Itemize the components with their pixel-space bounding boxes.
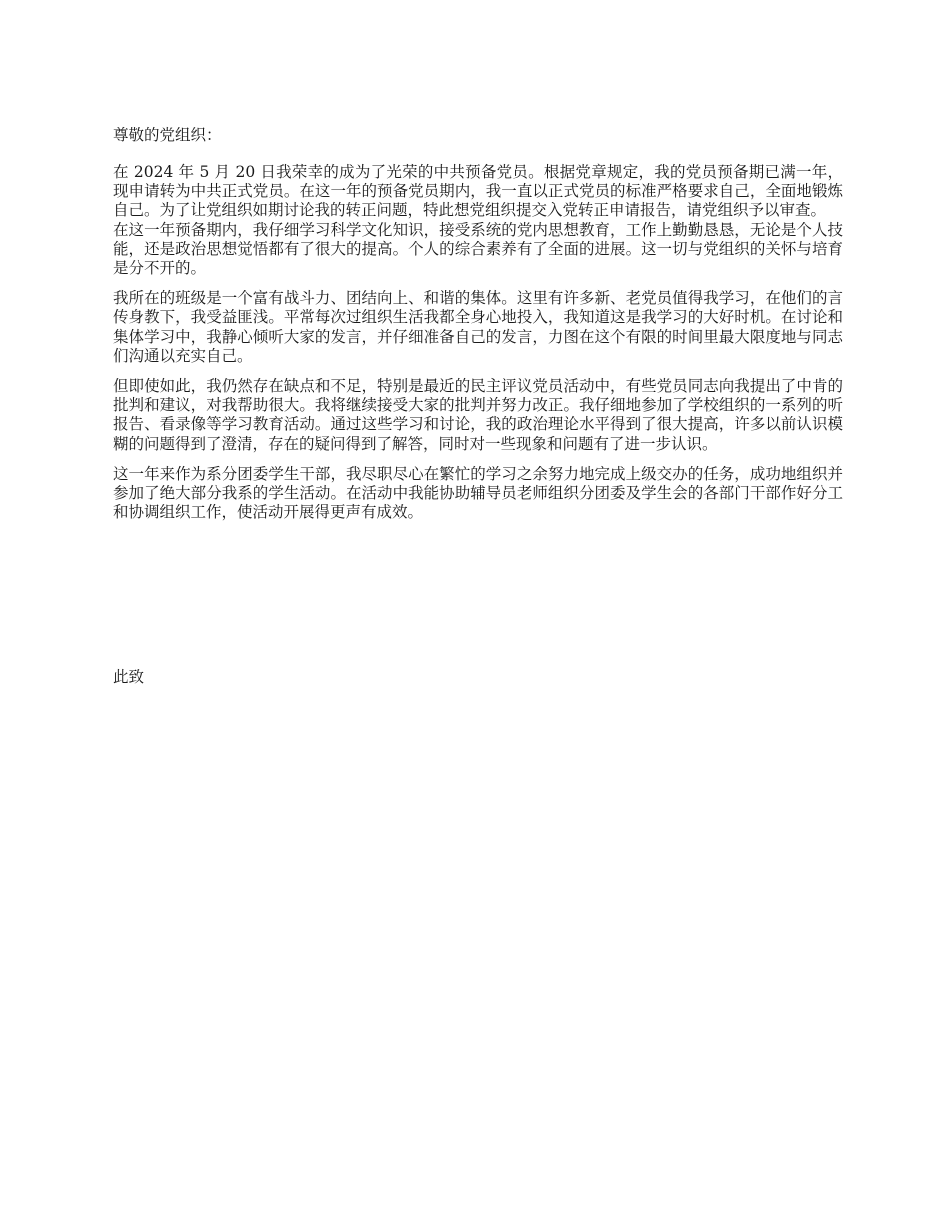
letter-body xyxy=(113,163,843,522)
paragraph-4: 但即使如此，我仍然存在缺点和不足，特别是最近的民主评议党员活动中，有些党员同志向我提出了中肯的批判和建议，对我帮助很大。我将继续接受大家的批判并努力改正。我仔细地参加了学校组织的一系列的听报告、看录像等学习教育活动。通过这些学习和讨论，我的政治理论水平得到了很大提高，许多以前认识模糊的问题得到了澄清，存在的疑问得到了解答，同时对一些现象和问题有了进一步认识。 xyxy=(113,377,843,453)
paragraph-1: 在 2024 年 5 月 20 日我荣幸的成为了光荣的中共预备党员。根据党章规定，我的党员预备期已满一年，现申请转为中共正式党员。在这一年的预备党员期内，我一直以正式党员的标准严格要求自己，全面地锻炼自己。为了让党组织如期讨论我的转正问题，特此想党组织提交入党转正申请报告，请党组织予以审查。 xyxy=(113,163,843,220)
paragraph-3: 我所在的班级是一个富有战斗力、团结向上、和谐的集体。这里有许多新、老党员值得我学习，在他们的言传身教下，我受益匪浅。平常每次过组织生活我都全身心地投入，我知道这是我学习的大好时机。在讨论和集体学习中，我静心倾听大家的发言，并仔细准备自己的发言，力图在这个有限的时间里最大限度地与同志们沟通以充实自己。 xyxy=(113,289,843,365)
paragraph-2: 在这一年预备期内，我仔细学习科学文化知识，接受系统的党内思想教育，工作上勤勤恳恳，无论是个人技能，还是政治思想觉悟都有了很大的提高。个人的综合素养有了全面的进展。这一切与党组织的关怀与培育是分不开的。 xyxy=(113,220,843,278)
paragraph-5: 这一年来作为系分团委学生干部，我尽职尽心在繁忙的学习之余努力地完成上级交办的任务，成功地组织并参加了绝大部分我系的学生活动。在活动中我能协助辅导员老师组织分团委及学生会的各部门干部作好分工和协调组织工作，使活动开展得更声有成效。 xyxy=(113,464,843,522)
closing-phrase: 此致 xyxy=(113,668,145,686)
salutation: 尊敬的党组织： xyxy=(113,126,222,144)
